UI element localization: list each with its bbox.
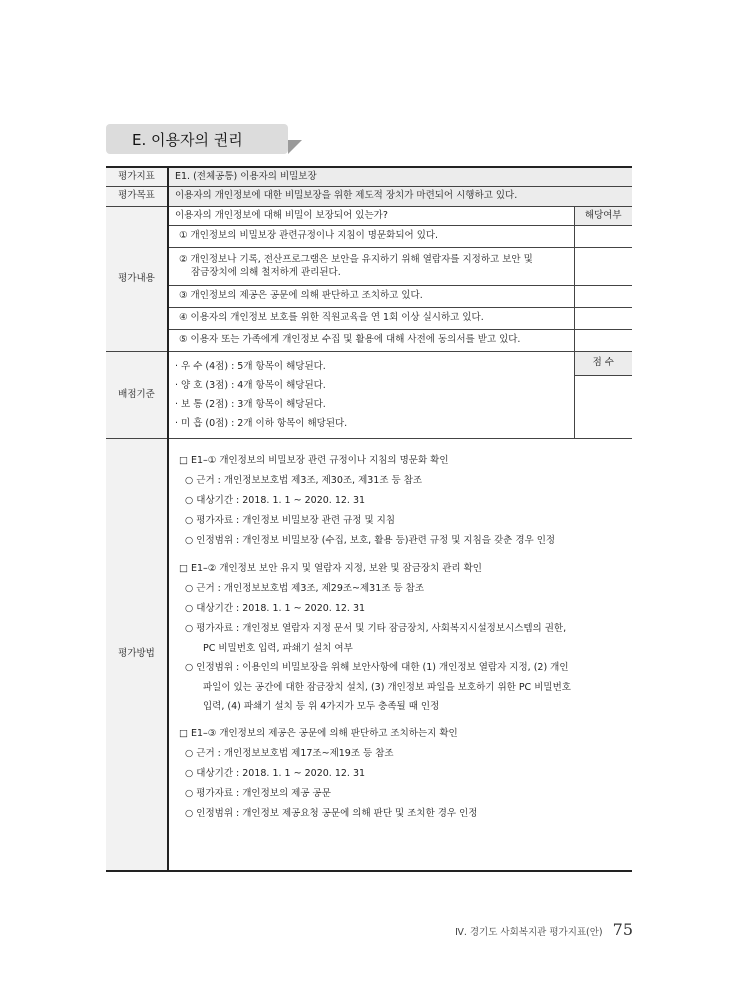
method-block (179, 451, 622, 551)
score-header: 점 수 (574, 352, 632, 376)
content-check-cell[interactable] (574, 286, 632, 308)
content-check-cell[interactable] (574, 308, 632, 330)
score-item: · 보 통 (2점) : 3개 항목이 해당된다. (175, 399, 326, 411)
indicator-label: 평가지표 (106, 167, 168, 187)
method-line: ○ 대상기간 : 2018. 1. 1 ~ 2020. 12. 31 (185, 768, 366, 780)
content-item: ② 개인정보나 기록, 전산프로그램은 보안을 유지하기 위해 열람자를 지정하고 보안 및 잠금장치에 의해 철저하게 관리된다. (168, 248, 574, 286)
content-check-cell[interactable] (574, 248, 632, 286)
score-criteria (168, 352, 574, 439)
method-heading: □ E1–① 개인정보의 비밀보장 관련 규정이나 지침의 명문화 확인 (179, 455, 449, 467)
score-item: · 양 호 (3점) : 4개 항목이 해당된다. (175, 380, 326, 392)
score-input-cell[interactable] (574, 376, 632, 439)
evaluation-table (106, 166, 632, 872)
method-line: ○ 인정범위 : 개인정보 제공요청 공문에 의해 판단 및 조치한 경우 인정 (185, 808, 478, 820)
content-check-header: 해당여부 (574, 206, 632, 225)
section-title-tab (106, 124, 288, 154)
method-line: ○ 근거 : 개인정보보호법 제17조~제19조 등 참조 (185, 748, 394, 760)
method-heading: □ E1–② 개인정보 보안 유지 및 열람자 지정, 보완 및 잠금장치 관리 확인 (179, 563, 482, 575)
method-line: ○ 대상기간 : 2018. 1. 1 ~ 2020. 12. 31 (185, 495, 366, 507)
content-label: 평가내용 (106, 206, 168, 351)
method-line: ○ 인정범위 : 이용인의 비밀보장을 위해 보안사항에 대한 (1) 개인정보 열람자 지정, (2) 개인 (185, 662, 569, 674)
content-item: ⑤ 이용자 또는 가족에게 개인정보 수집 및 활용에 대해 사전에 동의서를 받고 있다. (168, 330, 574, 352)
method-line: ○ 평가자료 : 개인정보 비밀보장 관련 규정 및 지침 (185, 515, 396, 527)
tab-fold-decoration (288, 140, 302, 154)
method-heading: □ E1–③ 개인정보의 제공은 공문에 의해 판단하고 조치하는지 확인 (179, 728, 458, 740)
method-line-cont: 입력, (4) 파쇄기 설치 등 위 4가지가 모두 충족될 때 인정 (203, 701, 440, 713)
content-question: 이용자의 개인정보에 대해 비밀이 보장되어 있는가? (168, 206, 574, 225)
content-item: ④ 이용자의 개인정보 보호를 위한 직원교육을 연 1회 이상 실시하고 있다. (168, 308, 574, 330)
content-item: ① 개인정보의 비밀보장 관련규정이나 지침이 명문화되어 있다. (168, 226, 574, 248)
content-item: ③ 개인정보의 제공은 공문에 의해 판단하고 조치하고 있다. (168, 286, 574, 308)
method-line: ○ 평가자료 : 개인정보 열람자 지정 문서 및 기타 잠금장치, 사회복지시설정보시스템의 권한, (185, 623, 567, 635)
method-line-cont: 파일이 있는 공간에 대한 잠금장치 설치, (3) 개인정보 파일을 보호하기 위한 PC 비밀번호 (203, 682, 571, 694)
method-label: 평가방법 (106, 439, 168, 871)
method-line: ○ 대상기간 : 2018. 1. 1 ~ 2020. 12. 31 (185, 603, 366, 615)
method-line-cont: PC 비밀번호 입력, 파쇄기 설치 여부 (203, 643, 353, 655)
goal-value: 이용자의 개인정보에 대한 비밀보장을 위한 제도적 장치가 마련되어 시행하고 있다. (168, 187, 632, 206)
method-block (179, 559, 622, 716)
section-title: E. 이용자의 권리 (132, 130, 243, 149)
method-line: ○ 근거 : 개인정보보호법 제3조, 제29조~제31조 등 참조 (185, 583, 425, 595)
method-block (179, 724, 622, 824)
page-footer (455, 920, 633, 939)
score-label: 배점기준 (106, 352, 168, 439)
score-item: · 미 흡 (0점) : 2개 이하 항목이 해당된다. (175, 418, 348, 430)
method-line: ○ 인정범위 : 개인정보 비밀보장 (수집, 보호, 활용 등)관련 규정 및 지침을 갖춘 경우 인정 (185, 535, 556, 547)
method-line: ○ 평가자료 : 개인정보의 제공 공문 (185, 788, 331, 800)
indicator-value: E1. (전체공통) 이용자의 비밀보장 (168, 167, 632, 187)
score-item: · 우 수 (4점) : 5개 항목이 해당된다. (175, 361, 326, 373)
method-content (168, 439, 632, 871)
content-check-cell[interactable] (574, 330, 632, 352)
footer-text: Ⅳ. 경기도 사회복지관 평가지표(안) (455, 927, 603, 938)
goal-label: 평가목표 (106, 187, 168, 206)
method-line: ○ 근거 : 개인정보보호법 제3조, 제30조, 제31조 등 참조 (185, 475, 423, 487)
content-check-cell[interactable] (574, 226, 632, 248)
page-number: 75 (612, 920, 633, 939)
